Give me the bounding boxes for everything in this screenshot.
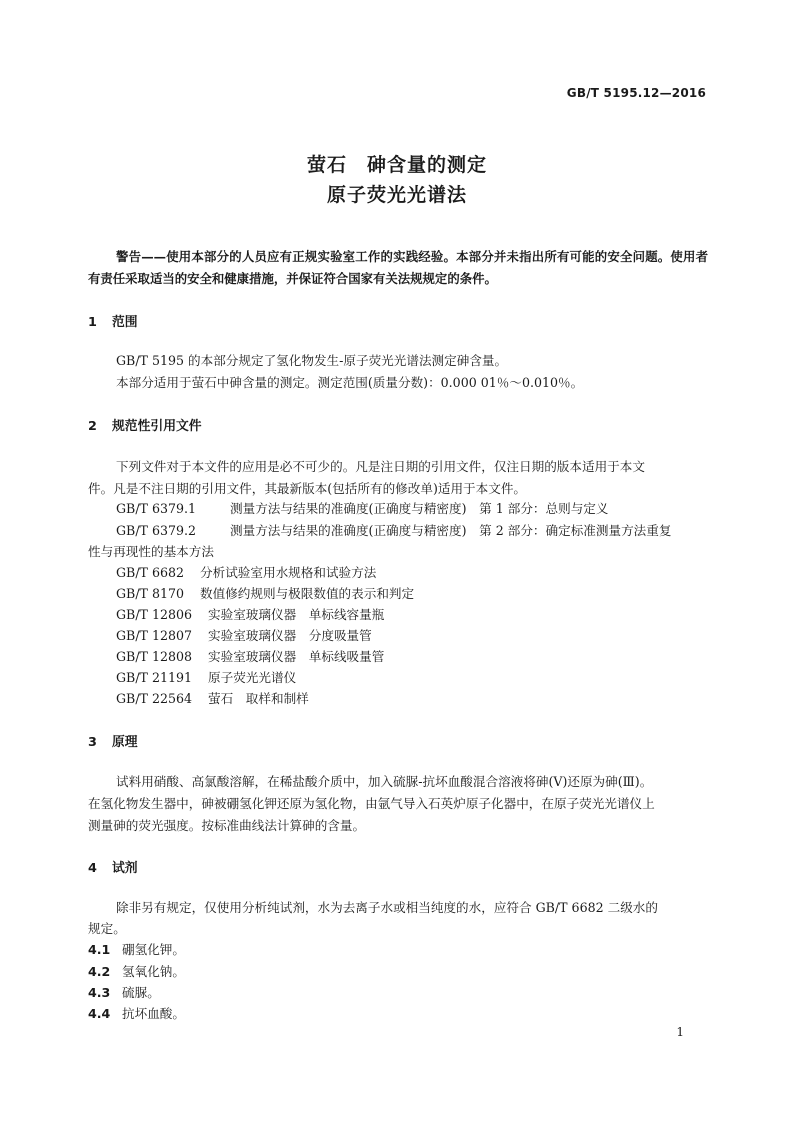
reference-item xyxy=(116,667,296,686)
section-title: 原理 xyxy=(112,735,138,750)
reagent-text: 硼氢化钾。 xyxy=(122,942,185,957)
reagent-text: 抗坏血酸。 xyxy=(122,1006,185,1021)
reagent-item xyxy=(88,982,160,1001)
document-subtitle: 原子荧光光谱法 xyxy=(326,184,467,206)
reagent-number: 4.3 xyxy=(88,985,111,1000)
reference-title: 萤石 取样和制样 xyxy=(208,691,309,706)
reference-title: 测量方法与结果的准确度(正确度与精密度) 第 2 部分：确定标准测量方法重复 xyxy=(230,523,672,538)
reference-title: 测量方法与结果的准确度(正确度与精密度) 第 1 部分：总则与定义 xyxy=(230,501,609,516)
section-title: 范围 xyxy=(112,315,138,330)
reference-item xyxy=(116,583,414,602)
section-number: 3 xyxy=(88,735,97,750)
reference-title: 分析试验室用水规格和试验方法 xyxy=(200,565,377,580)
reference-code: GB/T 12806 xyxy=(116,607,193,622)
reagent-text: 硫脲。 xyxy=(122,985,160,1000)
reagents-line-1: 除非另有规定，仅使用分析纯试剂，水为去离子水或相当纯度的水，应符合 GB/T 6682 二级水的 xyxy=(116,900,658,915)
section-1-heading xyxy=(88,311,138,330)
reference-code: GB/T 6379.1 xyxy=(116,501,197,516)
reference-code: GB/T 22564 xyxy=(116,691,193,706)
principle-line-1: 试料用硝酸、高氯酸溶解，在稀盐酸介质中，加入硫脲-抗坏血酸混合溶液将砷(Ⅴ)还原为砷(Ⅲ)。 xyxy=(116,774,653,789)
reagent-item xyxy=(88,1003,185,1022)
reference-title: 原子荧光光谱仪 xyxy=(208,670,297,685)
reference-item xyxy=(116,520,671,539)
section-title: 规范性引用文件 xyxy=(112,419,202,434)
warning-paragraph xyxy=(88,246,708,290)
reference-title: 实验室玻璃仪器 单标线吸量管 xyxy=(208,649,385,664)
reference-item xyxy=(116,604,384,623)
warning-text: 警告——使用本部分的人员应有正规实验室工作的实践经验。本部分并未指出所有可能的安全问题。使用者有责任采取适当的安全和健康措施，并保证符合国家有关法规规定的条件。 xyxy=(88,249,708,286)
reagents-line-2: 规定。 xyxy=(88,921,126,936)
reagent-item xyxy=(88,939,185,958)
reagent-text: 氢氧化钠。 xyxy=(122,964,185,979)
reference-item xyxy=(116,688,309,707)
reference-code: GB/T 6379.2 xyxy=(116,523,197,538)
reference-code: GB/T 21191 xyxy=(116,670,193,685)
references-intro-line-2: 件。凡是不注日期的引用文件，其最新版本(包括所有的修改单)适用于本文件。 xyxy=(88,481,527,496)
reagent-number: 4.1 xyxy=(88,942,111,957)
section-2-heading xyxy=(88,415,202,434)
section-number: 1 xyxy=(88,315,97,330)
reagent-number: 4.4 xyxy=(88,1006,111,1021)
reagent-item xyxy=(88,961,185,980)
reference-code: GB/T 6682 xyxy=(116,565,185,580)
page-number: 1 xyxy=(676,1025,684,1039)
reference-code: GB/T 12807 xyxy=(116,628,193,643)
reference-title: 数值修约规则与极限数值的表示和判定 xyxy=(200,586,415,601)
reagent-number: 4.2 xyxy=(88,964,111,979)
standard-code: GB/T 5195.12—2016 xyxy=(566,86,706,100)
section-4-heading xyxy=(88,857,138,876)
reference-item xyxy=(116,646,384,665)
reference-continuation: 性与再现性的基本方法 xyxy=(88,544,214,559)
reference-item xyxy=(116,498,608,517)
section-number: 4 xyxy=(88,861,97,876)
reference-item xyxy=(116,562,376,581)
document-title: 萤石 砷含量的测定 xyxy=(306,154,487,176)
principle-line-3: 测量砷的荧光强度。按标准曲线法计算砷的含量。 xyxy=(88,818,366,833)
references-intro-line-1: 下列文件对于本文件的应用是必不可少的。凡是注日期的引用文件，仅注日期的版本适用于本文 xyxy=(116,459,645,474)
scope-line-2: 本部分适用于萤石中砷含量的测定。测定范围(质量分数)：0.000 01％～0.010％。 xyxy=(116,375,584,390)
section-3-heading xyxy=(88,731,138,750)
scope-line-1: GB/T 5195 的本部分规定了氢化物发生-原子荧光光谱法测定砷含量。 xyxy=(116,353,508,368)
section-number: 2 xyxy=(88,419,97,434)
section-title: 试剂 xyxy=(112,861,138,876)
reference-title: 实验室玻璃仪器 单标线容量瓶 xyxy=(208,607,385,622)
principle-line-2: 在氢化物发生器中，砷被硼氢化钾还原为氢化物，由氩气导入石英炉原子化器中，在原子荧光光谱仪上 xyxy=(88,796,655,811)
reference-code: GB/T 8170 xyxy=(116,586,185,601)
reference-item xyxy=(116,625,372,644)
reference-title: 实验室玻璃仪器 分度吸量管 xyxy=(208,628,372,643)
reference-code: GB/T 12808 xyxy=(116,649,193,664)
